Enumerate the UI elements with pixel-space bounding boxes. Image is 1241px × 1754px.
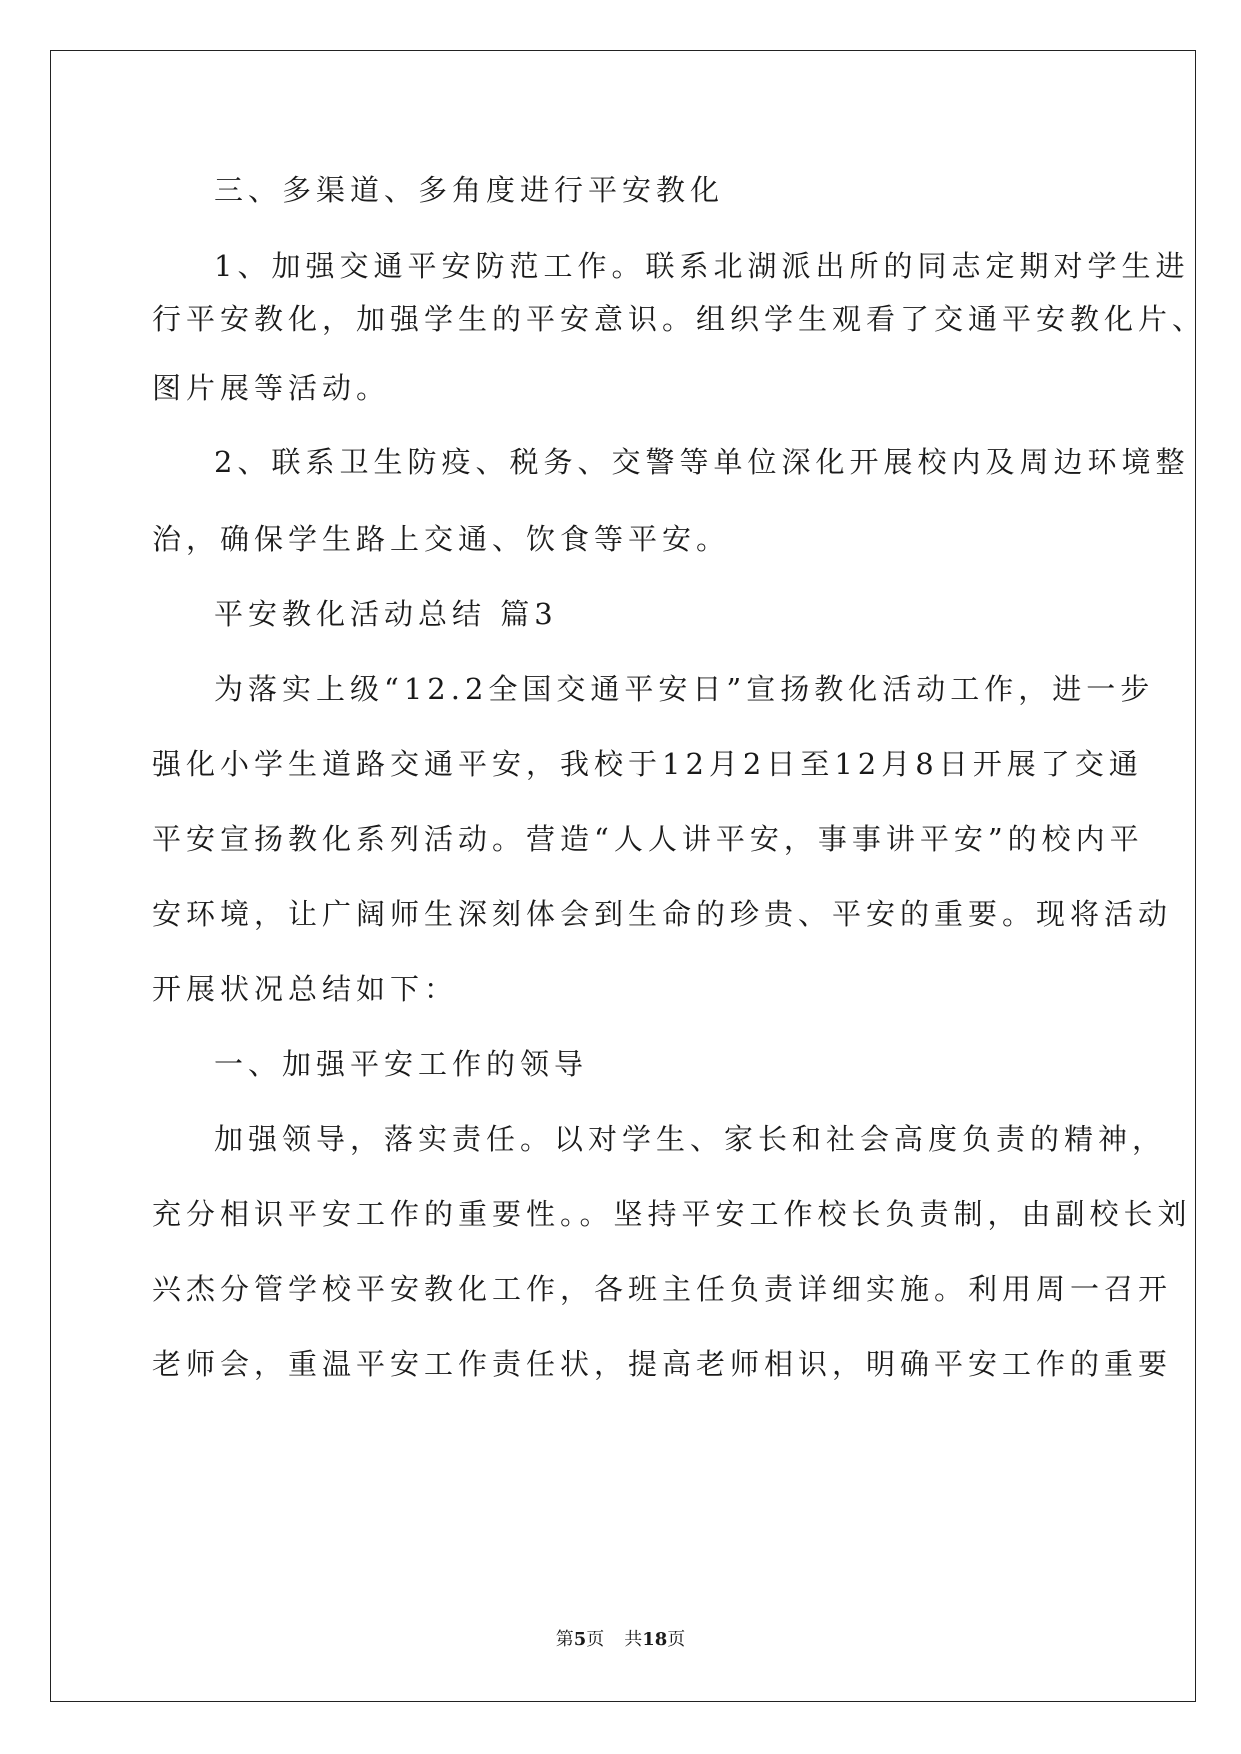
paragraph-line: 充分相识平安工作的重要性。。坚持平安工作校长负责制，由副校长刘 bbox=[152, 1197, 1192, 1231]
paragraph-line: 行平安教化，加强学生的平安意识。组织学生观看了交通平安教化片、 bbox=[152, 302, 1207, 336]
page-footer bbox=[0, 1627, 1241, 1653]
page-prefix: 第 bbox=[555, 1629, 574, 1650]
paragraph-line: 加强领导，落实责任。以对学生、家长和社会高度负责的精神， bbox=[214, 1122, 1167, 1156]
paragraph-line: 治，确保学生路上交通、饮食等平安。 bbox=[152, 522, 731, 556]
paragraph-line: 强化小学生道路交通平安，我校于12月2日至12月8日开展了交通 bbox=[152, 747, 1143, 781]
page-suffix: 页 bbox=[586, 1629, 605, 1650]
paragraph-line: 开展状况总结如下： bbox=[152, 972, 459, 1006]
page-number: 5 bbox=[573, 1629, 587, 1650]
paragraph-line: 为落实上级“12.2全国交通平安日”宣扬教化活动工作，进一步 bbox=[214, 672, 1155, 706]
paragraph-line: 1、加强交通平安防范工作。联系北湖派出所的同志定期对学生进 bbox=[214, 249, 1190, 283]
total-prefix: 共 bbox=[624, 1629, 643, 1650]
article-title: 平安教化活动总结 篇3 bbox=[214, 597, 558, 631]
section-heading: 一、加强平安工作的领导 bbox=[214, 1047, 589, 1081]
section-heading: 三、多渠道、多角度进行平安教化 bbox=[214, 173, 725, 207]
paragraph-line: 2、联系卫生防疫、税务、交警等单位深化开展校内及周边环境整 bbox=[214, 445, 1190, 479]
total-suffix: 页 bbox=[667, 1629, 686, 1650]
paragraph-line: 平安宣扬教化系列活动。营造“人人讲平安，事事讲平安”的校内平 bbox=[152, 822, 1144, 856]
paragraph-line: 老师会，重温平安工作责任状，提高老师相识，明确平安工作的重要 bbox=[152, 1347, 1173, 1381]
paragraph-line: 图片展等活动。 bbox=[152, 371, 391, 405]
paragraph-line: 安环境，让广阔师生深刻体会到生命的珍贵、平安的重要。现将活动 bbox=[152, 897, 1173, 931]
total-pages: 18 bbox=[642, 1629, 668, 1650]
paragraph-line: 兴杰分管学校平安教化工作，各班主任负责详细实施。利用周一召开 bbox=[152, 1272, 1173, 1306]
